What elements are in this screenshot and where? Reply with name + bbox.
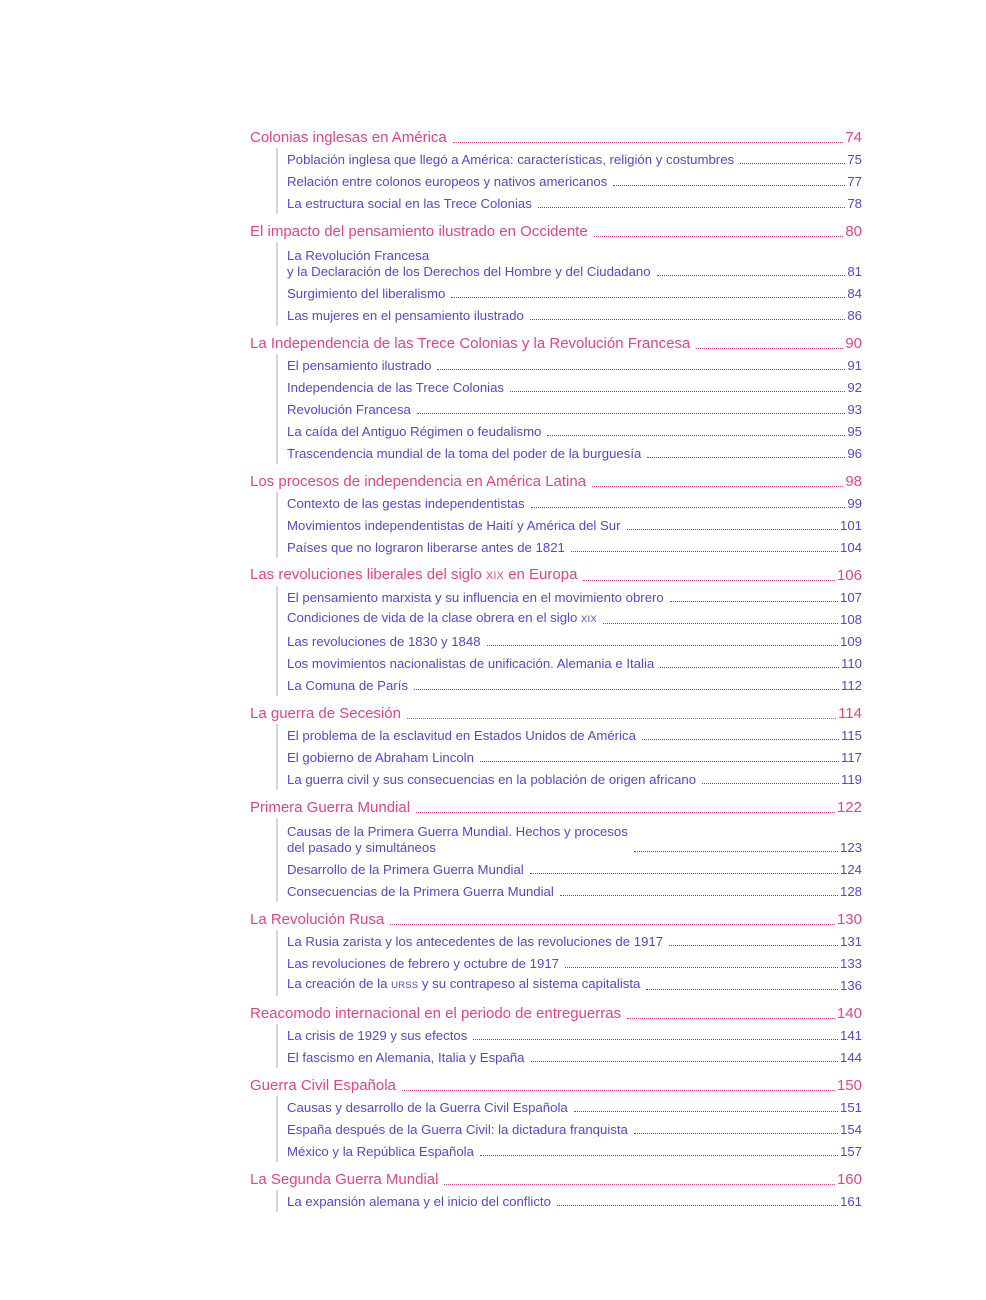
entry-title-part: y su contrapeso al sistema capitalista [418, 976, 641, 991]
toc-section [250, 218, 862, 326]
subsection-title: Países que no lograron liberarse antes de 1821 [287, 540, 565, 555]
subsection-list [276, 1190, 862, 1212]
section-heading-row[interactable] [250, 330, 862, 354]
subsection-title: La Comuna de París [287, 678, 408, 693]
dot-leader [613, 185, 845, 186]
dot-leader [437, 369, 845, 370]
page-number: 107 [839, 590, 862, 605]
page-number: 112 [840, 678, 862, 693]
entry-title-line: del pasado y simultáneos [287, 840, 436, 855]
subsection-row[interactable] [287, 746, 862, 768]
dot-leader [414, 689, 839, 690]
subsection-title: La caída del Antiguo Régimen o feudalismo [287, 424, 542, 439]
subsection-row[interactable] [287, 818, 862, 858]
subsection-list [276, 354, 862, 464]
section-heading-row[interactable] [250, 124, 862, 148]
page-number: 75 [847, 152, 862, 167]
page-number: 77 [847, 174, 862, 189]
entry-title-line: Causas de la Primera Guerra Mundial. Hechos y procesos [287, 824, 628, 839]
subsection-title: Las revoluciones de 1830 y 1848 [287, 634, 481, 649]
subsection-title [287, 824, 628, 856]
dot-leader [670, 601, 838, 602]
page-number: 81 [847, 264, 862, 279]
page-number: 84 [847, 286, 862, 301]
dot-leader [473, 1039, 838, 1040]
page-number: 106 [836, 567, 862, 584]
page-number: 157 [839, 1144, 862, 1159]
dot-leader [538, 207, 846, 208]
subsection-row[interactable] [287, 930, 862, 952]
dot-leader [592, 486, 843, 487]
subsection-title: Surgimiento del liberalismo [287, 286, 446, 301]
subsection-title: Población inglesa que llegó a América: características, religión y costumbres [287, 152, 735, 167]
page-number: 101 [839, 518, 862, 533]
dot-leader [627, 529, 838, 530]
dot-leader [417, 413, 845, 414]
dot-leader [547, 435, 845, 436]
page-number: 93 [847, 402, 862, 417]
dot-leader [627, 1018, 835, 1019]
subsection-row[interactable] [287, 354, 862, 376]
subsection-title: Relación entre colonos europeos y nativos americanos [287, 174, 608, 189]
section-heading-row[interactable] [250, 218, 862, 242]
page-number: 130 [836, 911, 862, 928]
subsection-title: Independencia de las Trece Colonias [287, 380, 505, 395]
subsection-row[interactable] [287, 442, 862, 464]
subsection-title: El gobierno de Abraham Lincoln [287, 750, 474, 765]
subsection-title [287, 976, 640, 994]
dot-leader [603, 623, 838, 624]
toc-section [250, 1000, 862, 1068]
dot-leader [740, 163, 845, 164]
subsection-row[interactable] [287, 1096, 862, 1118]
dot-leader [565, 967, 838, 968]
dot-leader [634, 1133, 838, 1134]
section-title: La Segunda Guerra Mundial [250, 1171, 439, 1188]
dot-leader [634, 851, 838, 852]
dot-leader [647, 457, 845, 458]
page-number: 98 [845, 473, 862, 490]
dot-leader [660, 667, 839, 668]
page-number: 115 [840, 728, 862, 743]
subsection-row[interactable] [287, 536, 862, 558]
entry-title-part: Las revoluciones liberales del siglo [250, 566, 486, 583]
page-number: 140 [836, 1005, 862, 1022]
section-heading-row[interactable] [250, 1072, 862, 1096]
page-number: 154 [839, 1122, 862, 1137]
section-heading-row[interactable] [250, 562, 862, 586]
dot-leader [594, 236, 844, 237]
subsection-list [276, 586, 862, 696]
subsection-title: La expansión alemana y el inicio del conflicto [287, 1194, 551, 1209]
page-number: 123 [839, 840, 862, 855]
entry-title-part: Condiciones de vida de la clase obrera en el siglo [287, 610, 581, 625]
page-number: 150 [836, 1077, 862, 1094]
page-number: 136 [839, 978, 862, 993]
subsection-list [276, 724, 862, 790]
dot-leader [453, 142, 844, 143]
entry-title-part: La creación de la [287, 976, 392, 991]
section-title: La guerra de Secesión [250, 705, 401, 722]
subsection-list [276, 242, 862, 326]
dot-leader [696, 348, 843, 349]
toc-section [250, 468, 862, 558]
page-number: 117 [840, 750, 862, 765]
subsection-row[interactable] [287, 242, 862, 282]
section-title: Los procesos de independencia en América Latina [250, 473, 587, 490]
subsection-row[interactable] [287, 1046, 862, 1068]
toc-section [250, 124, 862, 214]
entry-title-line: y la Declaración de los Derechos del Hombre y del Ciudadano [287, 264, 651, 279]
subsection-title: Consecuencias de la Primera Guerra Mundial [287, 884, 554, 899]
dot-leader [451, 297, 845, 298]
subsection-row[interactable] [287, 974, 862, 996]
subsection-row[interactable] [287, 304, 862, 326]
page-number: 96 [847, 446, 862, 461]
dot-leader [510, 391, 845, 392]
section-title: Colonias inglesas en América [250, 129, 447, 146]
toc-section [250, 562, 862, 696]
page-number: 119 [840, 772, 862, 787]
dot-leader [416, 812, 835, 813]
subsection-title: La Rusia zarista y los antecedentes de las revoluciones de 1917 [287, 934, 664, 949]
subsection-title: La estructura social en las Trece Colonias [287, 196, 532, 211]
subsection-title: La crisis de 1929 y sus efectos [287, 1028, 468, 1043]
dot-leader [557, 1205, 838, 1206]
page-number: 99 [847, 496, 862, 511]
subsection-row[interactable] [287, 1118, 862, 1140]
subsection-title [287, 610, 597, 628]
page-number: 80 [845, 223, 862, 240]
subsection-row[interactable] [287, 880, 862, 902]
page-number: 78 [847, 196, 862, 211]
dot-leader [669, 945, 838, 946]
toc-section [250, 700, 862, 790]
section-heading-row[interactable] [250, 700, 862, 724]
dot-leader [642, 739, 839, 740]
subsection-title: Revolución Francesa [287, 402, 411, 417]
dot-leader [531, 1061, 838, 1062]
subsection-title: El fascismo en Alemania, Italia y España [287, 1050, 525, 1065]
toc-section [250, 906, 862, 996]
subsection-row[interactable] [287, 652, 862, 674]
subsection-title: Las mujeres en el pensamiento ilustrado [287, 308, 524, 323]
subsection-row[interactable] [287, 148, 862, 170]
page-number: 144 [839, 1050, 862, 1065]
subsection-row[interactable] [287, 514, 862, 536]
page-number: 141 [839, 1028, 862, 1043]
toc-section [250, 1166, 862, 1212]
section-title: El impacto del pensamiento ilustrado en Occidente [250, 223, 588, 240]
small-caps-text: XIX [485, 570, 505, 582]
subsection-row[interactable] [287, 608, 862, 630]
small-caps-text: URSS [391, 980, 419, 991]
subsection-row[interactable] [287, 398, 862, 420]
toc-section [250, 794, 862, 902]
toc-section [250, 1072, 862, 1162]
toc-section [250, 330, 862, 464]
dot-leader [444, 1184, 835, 1185]
subsection-title: Las revoluciones de febrero y octubre de 1917 [287, 956, 559, 971]
page-number: 108 [839, 612, 862, 627]
subsection-title: Causas y desarrollo de la Guerra Civil Española [287, 1100, 568, 1115]
subsection-row[interactable] [287, 586, 862, 608]
page-number: 92 [847, 380, 862, 395]
subsection-row[interactable] [287, 952, 862, 974]
section-heading-row[interactable] [250, 794, 862, 818]
subsection-row[interactable] [287, 858, 862, 880]
page-number: 90 [845, 335, 862, 352]
dot-leader [480, 761, 839, 762]
page-number: 133 [839, 956, 862, 971]
page-number: 160 [836, 1171, 862, 1188]
page-number: 128 [839, 884, 862, 899]
dot-leader [530, 319, 846, 320]
page-number: 91 [847, 358, 862, 373]
subsection-row[interactable] [287, 674, 862, 696]
dot-leader [583, 580, 835, 581]
subsection-list [276, 148, 862, 214]
table-of-contents [250, 124, 862, 1216]
dot-leader [530, 873, 838, 874]
subsection-title: España después de la Guerra Civil: la dictadura franquista [287, 1122, 628, 1137]
section-heading-row[interactable] [250, 1166, 862, 1190]
page-number: 95 [847, 424, 862, 439]
subsection-row[interactable] [287, 724, 862, 746]
page-number: 109 [839, 634, 862, 649]
dot-leader [531, 507, 846, 508]
subsection-title: Movimientos independentistas de Haití y América del Sur [287, 518, 621, 533]
subsection-row[interactable] [287, 1140, 862, 1162]
subsection-list [276, 1024, 862, 1068]
subsection-row[interactable] [287, 282, 862, 304]
subsection-title: El problema de la esclavitud en Estados Unidos de América [287, 728, 636, 743]
section-heading-row[interactable] [250, 906, 862, 930]
page-number: 114 [838, 705, 862, 722]
subsection-title: México y la República Española [287, 1144, 474, 1159]
subsection-list [276, 930, 862, 996]
section-title: Reacomodo internacional en el periodo de entreguerras [250, 1005, 622, 1022]
subsection-title: Contexto de las gestas independentistas [287, 496, 525, 511]
page-number: 122 [836, 799, 862, 816]
subsection-list [276, 818, 862, 902]
section-title: La Independencia de las Trece Colonias y la Revolución Francesa [250, 335, 691, 352]
page-number: 74 [845, 129, 862, 146]
subsection-title: Trascendencia mundial de la toma del poder de la burguesía [287, 446, 642, 461]
subsection-row[interactable] [287, 768, 862, 790]
page-number: 151 [839, 1100, 862, 1115]
subsection-title: El pensamiento marxista y su influencia en el movimiento obrero [287, 590, 664, 605]
entry-title-part: en Europa [504, 566, 578, 583]
page-number: 131 [839, 934, 862, 949]
subsection-row[interactable] [287, 630, 862, 652]
dot-leader [480, 1155, 838, 1156]
subsection-row[interactable] [287, 192, 862, 214]
section-title: Guerra Civil Española [250, 1077, 396, 1094]
subsection-row[interactable] [287, 170, 862, 192]
subsection-row[interactable] [287, 420, 862, 442]
subsection-title: Desarrollo de la Primera Guerra Mundial [287, 862, 524, 877]
dot-leader [487, 645, 838, 646]
subsection-row[interactable] [287, 376, 862, 398]
dot-leader [390, 924, 835, 925]
page-number: 110 [840, 656, 862, 671]
dot-leader [571, 551, 838, 552]
subsection-list [276, 1096, 862, 1162]
subsection-title [287, 248, 651, 280]
subsection-row[interactable] [287, 1190, 862, 1212]
subsection-title: La guerra civil y sus consecuencias en la población de origen africano [287, 772, 697, 787]
subsection-title: Los movimientos nacionalistas de unificación. Alemania e Italia [287, 656, 655, 671]
page-number: 161 [839, 1194, 862, 1209]
section-heading-row[interactable] [250, 1000, 862, 1024]
dot-leader [646, 989, 838, 990]
dot-leader [657, 275, 846, 276]
small-caps-text: XIX [580, 614, 597, 625]
subsection-row[interactable] [287, 492, 862, 514]
dot-leader [574, 1111, 838, 1112]
page-number: 86 [847, 308, 862, 323]
entry-title-line: La Revolución Francesa [287, 248, 430, 263]
dot-leader [402, 1090, 835, 1091]
section-title [250, 566, 577, 585]
section-title: Primera Guerra Mundial [250, 799, 411, 816]
dot-leader [560, 895, 838, 896]
section-heading-row[interactable] [250, 468, 862, 492]
subsection-title: El pensamiento ilustrado [287, 358, 432, 373]
page-number: 124 [839, 862, 862, 877]
subsection-list [276, 492, 862, 558]
page-number: 104 [839, 540, 862, 555]
dot-leader [702, 783, 839, 784]
subsection-row[interactable] [287, 1024, 862, 1046]
section-title: La Revolución Rusa [250, 911, 385, 928]
dot-leader [407, 718, 836, 719]
